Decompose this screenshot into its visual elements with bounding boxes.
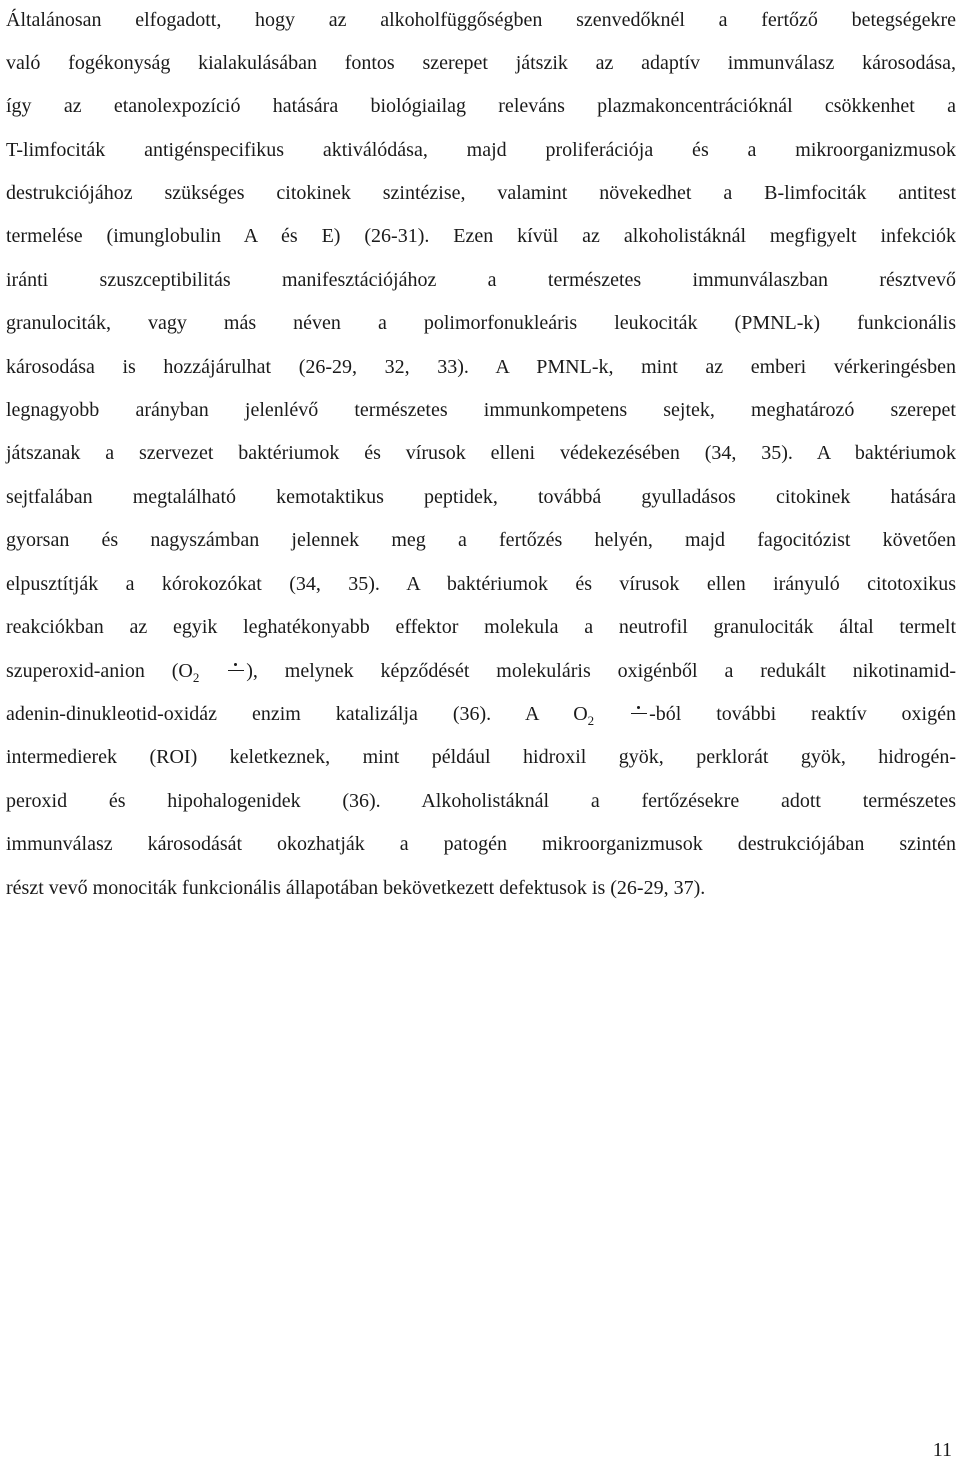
text-line: legnagyobb arányban jelenlévő természetes immunkompetens sejtek, meghatározó szerepet [6, 399, 956, 421]
text-segment: szuperoxid-anion (O [6, 660, 193, 682]
text-line-superoxide-2 [6, 699, 956, 729]
text-line: játszanak a szervezet baktériumok és vírusok elleni védekezésében (34, 35). A baktériumok [6, 442, 956, 464]
text-line: sejtfalában megtalálható kemotaktikus peptidek, továbbá gyulladásos citokinek hatására [6, 486, 956, 508]
text-line: így az etanolexpozíció hatására biológiailag releváns plazmakoncentrációknál csökkenhet a [6, 95, 956, 117]
text-line: elpusztítják a kórokozókat (34, 35). A baktériumok és vírusok ellen irányuló citotoxikus [6, 573, 956, 595]
subscript: 2 [587, 713, 595, 728]
text-line: gyorsan és nagyszámban jelennek meg a fertőzés helyén, majd fagocitózist követően [6, 529, 956, 551]
page-number: 11 [932, 1439, 952, 1461]
text-segment: -ból további reaktív oxigén [649, 703, 956, 725]
radical-dot-symbol [226, 661, 246, 681]
subscript: 2 [192, 670, 200, 685]
text-line: immunválasz károsodását okozhatják a patogén mikroorganizmusok destrukciójában szintén [6, 833, 956, 855]
text-line: Általánosan elfogadott, hogy az alkoholfüggőségben szenvedőknél a fertőző betegségekre [6, 9, 956, 31]
text-line: iránti szuszceptibilitás manifesztációjához a természetes immunválaszban résztvevő [6, 269, 956, 291]
text-segment: ), melynek képződését molekuláris oxigénből a redukált nikotinamid- [246, 660, 957, 682]
text-line: granulociták, vagy más néven a polimorfonukleáris leukociták (PMNL-k) funkcionális [6, 312, 956, 334]
text-line: részt vevő monociták funkcionális állapotában bekövetkezett defektusok is (26-29, 37). [6, 877, 706, 899]
text-line: T-limfociták antigénspecifikus aktiválódása, majd proliferációja és a mikroorganizmusok [6, 139, 956, 161]
text-line: termelése (imunglobulin A és E) (26-31). Ezen kívül az alkoholistáknál megfigyelt infekciók [6, 225, 956, 247]
text-line: való fogékonyság kialakulásában fontos szerepet játszik az adaptív immunválasz károsodása, [6, 52, 956, 74]
text-line: károsodása is hozzájárulhat (26-29, 32, 33). A PMNL-k, mint az emberi vérkeringésben [6, 356, 956, 378]
text-line: intermedierek (ROI) keletkeznek, mint például hidroxil gyök, perklorát gyök, hidrogén- [6, 746, 956, 768]
text-line-superoxide [6, 656, 956, 686]
text-line: destrukciójához szükséges citokinek szintézise, valamint növekedhet a B-limfociták antitest [6, 182, 956, 204]
text-line: peroxid és hipohalogenidek (36). Alkoholistáknál a fertőzésekre adott természetes [6, 790, 956, 812]
radical-dot-symbol [629, 704, 649, 724]
text-line: reakciókban az egyik leghatékonyabb effektor molekula a neutrofil granulociták által termelt [6, 616, 956, 638]
text-segment: adenin-dinukleotid-oxidáz enzim katalizálja (36). A O [6, 703, 588, 725]
